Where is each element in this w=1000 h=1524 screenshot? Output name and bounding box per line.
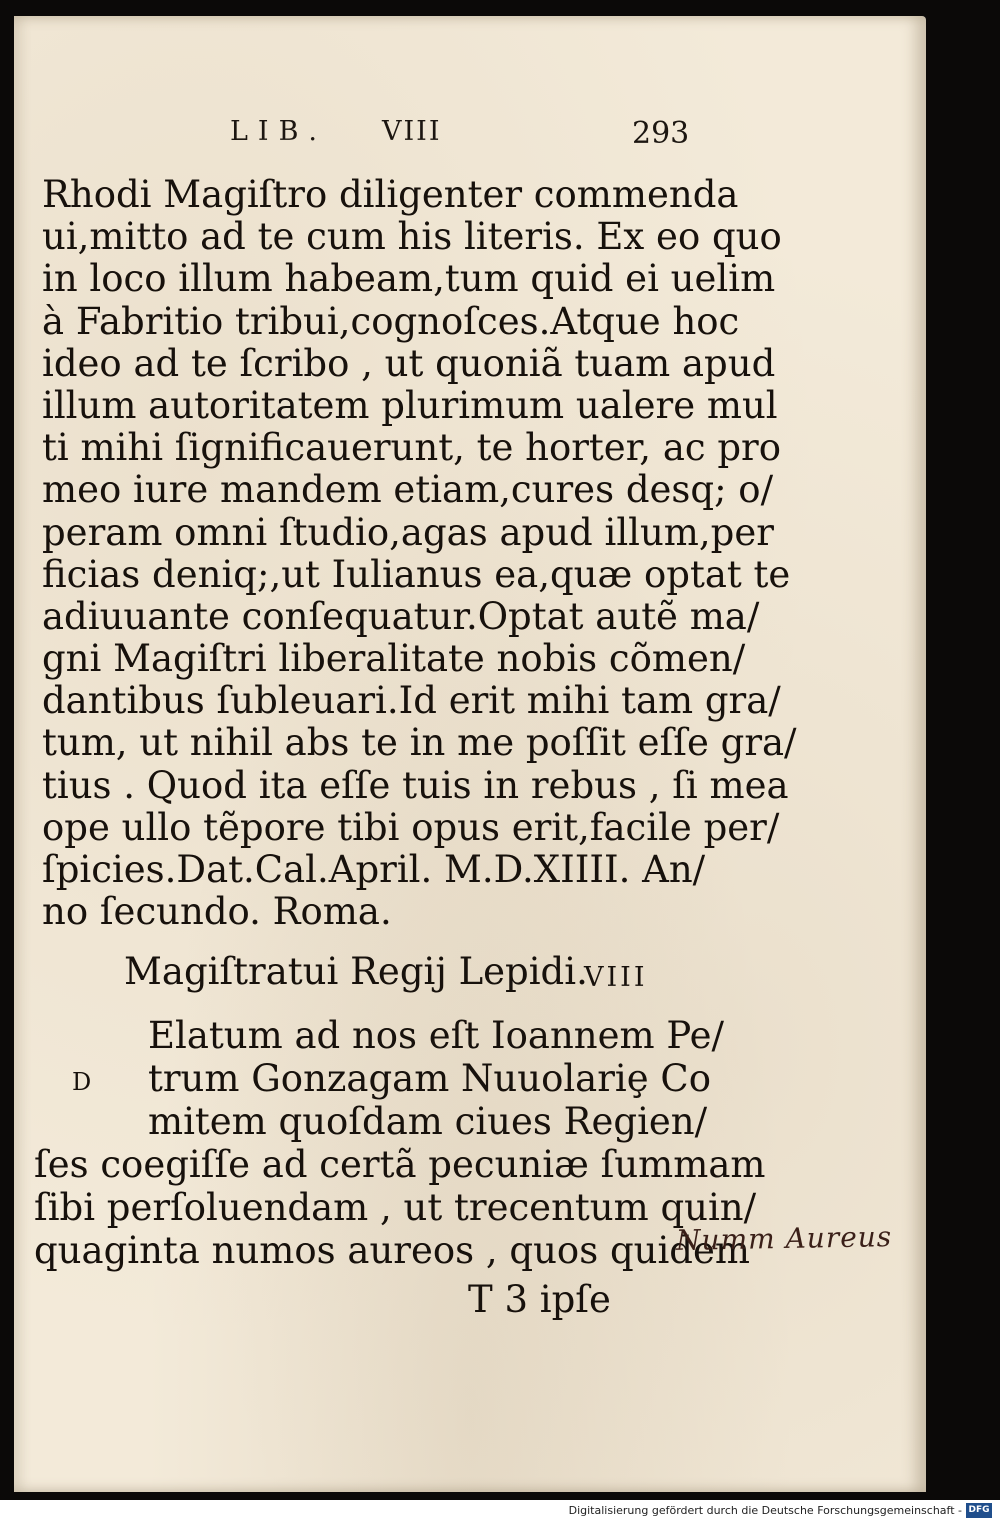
letter-1-body <box>42 173 797 934</box>
text-line: meo iure mandem etiam,cures desq; o/ <box>42 468 774 512</box>
text-line: ficias deniq;,ut Iulianus ea,quæ optat te <box>42 552 791 596</box>
text-line: ti mihi ſignificauerunt, te horter, ac pro <box>42 426 782 470</box>
letter-2-heading: Magiſtratui Regij Lepidi. <box>124 950 588 993</box>
letter-2-number: VIII <box>584 962 648 993</box>
text-line: ope ullo tẽpore tibi opus erit,facile per/ <box>42 805 780 849</box>
text-line: trum Gonzagam Nuuolariȩ Co <box>148 1057 712 1100</box>
text-line: in loco illum habeam,tum quid ei uelim <box>42 257 776 301</box>
digitization-footer <box>0 1500 1000 1524</box>
book-page <box>14 16 926 1492</box>
text-line: ui,mitto ad te cum his literis. Ex eo quo <box>42 215 782 259</box>
text-line: à Fabritio tribui,cognoſces.Atque hoc <box>42 299 740 343</box>
text-line: gni Magiſtri liberalitate nobis cõmen/ <box>42 637 746 681</box>
folio-number: 293 <box>632 116 690 151</box>
text-line: peram omni ſtudio,agas apud illum,per <box>42 510 774 554</box>
text-line: tius . Quod ita eſſe tuis in rebus , ſi mea <box>42 763 789 807</box>
funding-credit: Digitalisierung gefördert durch die Deutsche Forschungsgemeinschaft - <box>568 1504 962 1517</box>
text-line: dantibus ſubleuari.Id erit mihi tam gra/ <box>42 679 781 723</box>
text-line: Elatum ad nos eſt Ioannem Pe/ <box>148 1014 724 1057</box>
text-line: Rhodi Magiſtro diligenter commenda <box>42 173 739 216</box>
text-line: ideo ad te ſcribo , ut quoniã tuam apud <box>42 341 776 385</box>
text-line: ſpicies.Dat.Cal.April. M.D.XIIII. An/ <box>42 848 706 891</box>
initial-guide-letter: D <box>72 1068 92 1096</box>
text-line: adiuuante conſequatur.Optat autẽ ma/ <box>42 594 760 638</box>
text-line: tum, ut nihil abs te in me poſſit eſſe gra/ <box>42 721 797 765</box>
running-head-lib: LIB. <box>230 116 328 147</box>
text-line: illum autoritatem plurimum ualere mul <box>42 383 778 427</box>
running-head <box>44 116 690 156</box>
text-line: ſibi perſoluendam , ut trecentum quin/ <box>34 1186 757 1229</box>
running-head-book-number: VIII <box>382 116 442 147</box>
text-line: ſes coegiſſe ad certã pecuniæ ſummam <box>34 1143 766 1186</box>
signature-catchword: T 3 ipſe <box>468 1278 611 1321</box>
handwritten-marginal-note: Numm Aureus <box>675 1220 893 1257</box>
text-line: quaginta numos aureos , quos quidem <box>34 1229 750 1272</box>
dfg-logo: DFG <box>966 1503 992 1518</box>
text-line: mitem quoſdam ciues Regien/ <box>148 1100 708 1143</box>
text-line: no ſecundo. Roma. <box>42 890 392 934</box>
letter-2-body <box>34 1014 766 1272</box>
